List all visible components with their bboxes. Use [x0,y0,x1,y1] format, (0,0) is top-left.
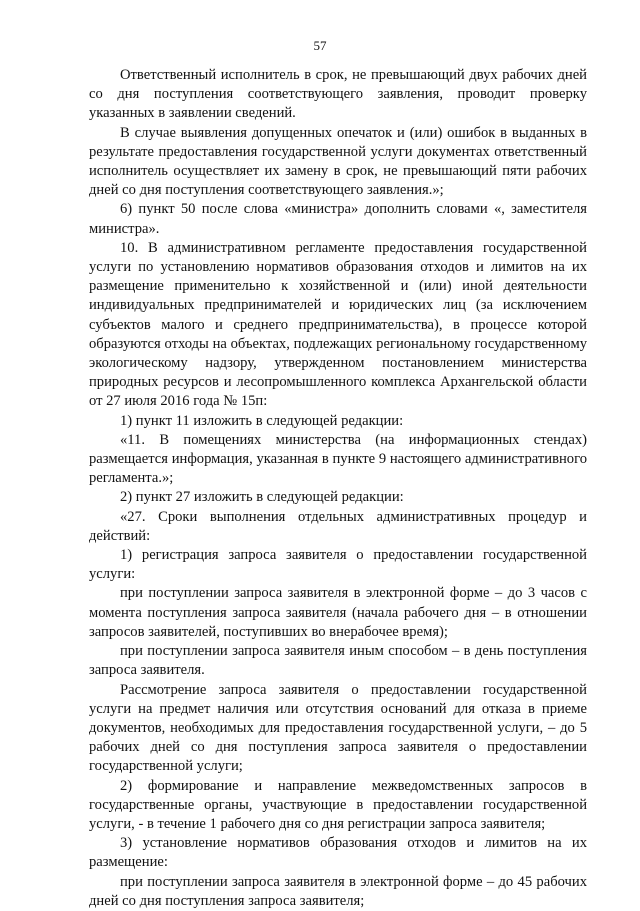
paragraph: 6) пункт 50 после слова «министра» дополнить словами «, заместителя министра». [89,201,587,237]
paragraph: Рассмотрение запроса заявителя о предоставлении государственной услуги на предмет наличия или отсутствия оснований для отказа в приеме документов, необходимых для предоставления государственной услуги, – до 5 рабочих дней со дня поступления запроса заявителя о предоставлении государственной услуги; [89,681,587,775]
paragraph: «27. Сроки выполнения отдельных административных процедур и действий: [89,508,587,544]
paragraph: при поступлении запроса заявителя иным способом – в день поступления запроса заявителя. [89,643,587,679]
paragraph: В случае выявления допущенных опечаток и (или) ошибок в выданных в результате предоставления государственной услуги документах ответственный исполнитель осуществляет их замену в срок, не превышающий пяти рабочих дней со дня поступления соответствующего заявления.»; [89,124,587,199]
paragraph: 3) установление нормативов образования отходов и лимитов на их размещение: [89,835,587,871]
paragraph: «11. В помещениях министерства (на информационных стендах) размещается информация, указанная в пункте 9 настоящего административного регламента.»; [89,431,587,487]
page-number: 57 [313,38,327,53]
paragraph: 1) регистрация запроса заявителя о предоставлении государственной услуги: [89,547,587,583]
paragraph: 10. В административном регламенте предоставления государственной услуги по установлению нормативов образования отходов и лимитов на их размещение применительно к хозяйственной и (или) иной деятельности индивидуальных предпринимателей и юридических лиц (за исключением субъектов малого и среднего предпринимательства), в процессе которой образуются отходы на объектах, подлежащих региональному государственному экологическому надзору, утвержденном постановлением министерства природных ресурсов и лесопромышленного комплекса Архангельской области от 27 июля 2016 года № 15п: [89,239,587,410]
document-body [89,66,587,911]
paragraph: 1) пункт 11 изложить в следующей редакции: [120,412,404,429]
paragraph: Ответственный исполнитель в срок, не превышающий двух рабочих дней со дня поступления соответствующего заявления, проводит проверку указанных в заявлении сведений. [89,67,587,122]
paragraph: при поступлении запроса заявителя в электронной форме – до 3 часов с момента поступления запроса заявителя (начала рабочего дня – в отношении запросов заявителей, поступивших во внерабочее время); [89,585,587,640]
paragraph: 2) формирование и направление межведомственных запросов в государственные органы, участвующие в предоставлении государственной услуги, - в течение 1 рабочего дня со дня регистрации запроса заявителя; [89,777,587,832]
paragraph: 2) пункт 27 изложить в следующей редакции: [120,489,404,506]
paragraph: при поступлении запроса заявителя в электронной форме – до 45 рабочих дней со дня поступления запроса заявителя; [89,873,587,909]
